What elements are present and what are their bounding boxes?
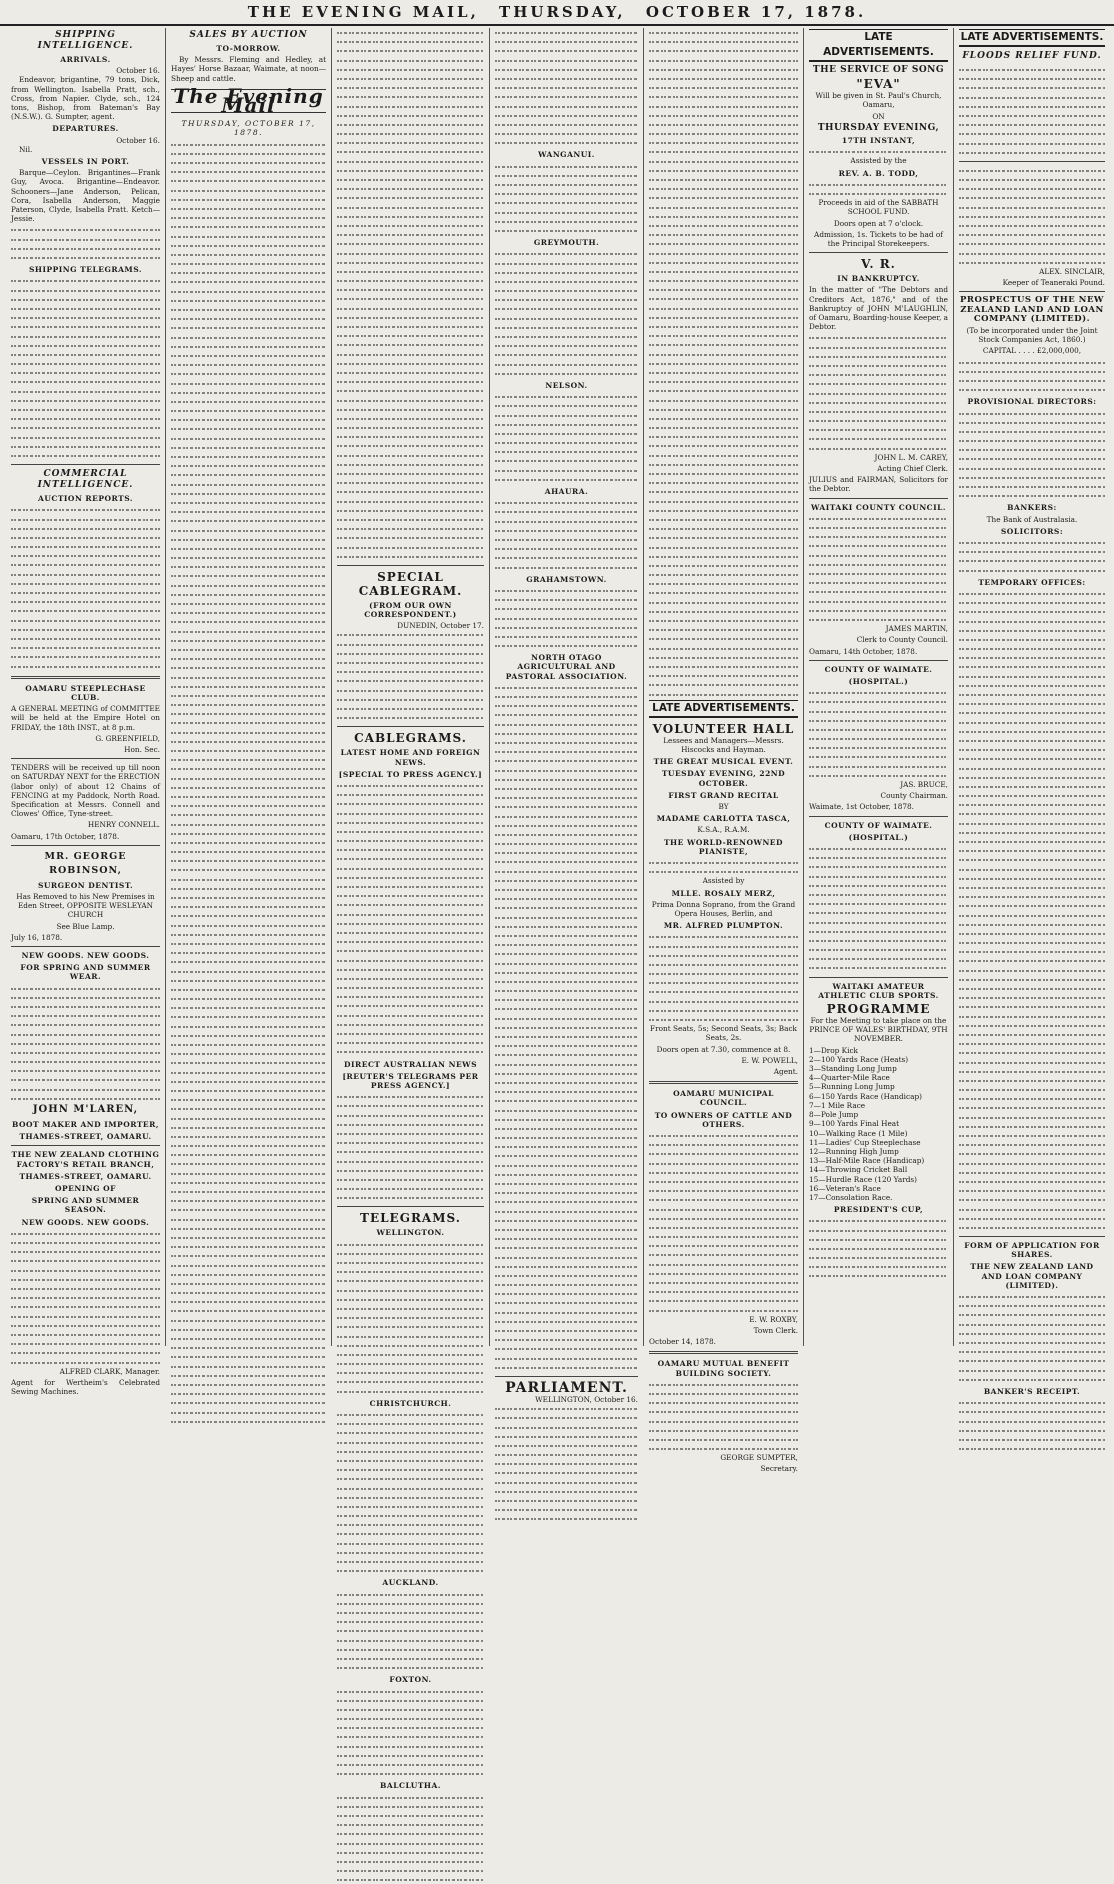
song-date: 17TH INSTANT, [841, 136, 916, 146]
event-item: 16—Veteran's Race [809, 1183, 881, 1193]
solicitors-heading: SOLICITORS: [1000, 526, 1064, 536]
event-item: 13—Half-Mile Race (Handicap) [809, 1156, 925, 1166]
hospital-date: Waimate, 1st October, 1878. [809, 802, 914, 812]
column-4 [490, 28, 644, 1404]
maclaren-name: JOHN M'LAREN, [32, 1104, 139, 1116]
event-item: 8—Pole Jump [809, 1110, 859, 1120]
body-text-lines [337, 28, 484, 561]
departures-heading: DEPARTURES. [52, 124, 119, 134]
vol-doors: Doors open at 7.30, commence at 8. [656, 1044, 791, 1054]
vol-by: BY [718, 801, 729, 811]
sales-text: By Messrs. Fleming and Hedley, at Hayes' Horse Bazaar, Waimate, at noon—Sheep and cattle. [171, 55, 326, 83]
departures-text: Nil. [19, 144, 33, 154]
vol-prima: Prima Donna Soprano, from the Grand Opera Houses, Berlin, and [651, 899, 796, 918]
north-otago-heading: NORTH OTAGO AGRICULTURAL AND PASTORAL ASSOCIATION. [505, 653, 628, 681]
body-text-lines [495, 28, 638, 147]
club-sign-title: Hon. Sec. [124, 744, 160, 754]
nz-clothing-heading: THE NEW ZEALAND CLOTHING FACTORY'S RETAIL BRANCH, [11, 1150, 160, 1169]
sales-heading: SALES BY AUCTION [189, 30, 308, 40]
tenders-date: Oamaru, 17th October, 1878. [11, 831, 120, 841]
body-text-lines [171, 140, 326, 1426]
song-given: Will be given in St. Paul's Church, Oamaru, [815, 91, 942, 110]
wellington-heading: WELLINGTON. [376, 1228, 445, 1238]
vol-madame: MADAME CARLOTTA TASCA, [656, 814, 791, 824]
form-sub: THE NEW ZEALAND LAND AND LOAN COMPANY (LIMITED). [970, 1262, 1094, 1290]
waitaki-sign-title: Clerk to County Council. [856, 635, 948, 645]
hospital-sign-title: County Chairman. [880, 791, 948, 801]
event-item: 6—150 Yards Race (Handicap) [809, 1091, 922, 1101]
bankruptcy-sign: JOHN L. M. CAREY, [874, 452, 948, 462]
song-day: THURSDAY EVENING, [817, 122, 940, 133]
vessels-text: Barque—Ceylon. Brigantines—Frank Guy, Avoca. Brigantine—Endeavor. Schooners—Jane Anderson, Pelican, Cora, Isabella Anderson, Maggie Paterson, Clyde, Isabella Pratt. Ketch—Jessie. [11, 168, 160, 224]
parliament-heading: PARLIAMENT. [505, 1379, 628, 1396]
body-text-lines [11, 984, 160, 1103]
auction-heading: AUCTION REPORTS. [38, 494, 133, 504]
vol-recital: FIRST GRAND RECITAL [668, 790, 779, 800]
body-text-lines [495, 586, 638, 650]
club-sign: G. GREENFIELD, [95, 733, 160, 743]
body-text-lines [809, 333, 948, 452]
body-text-lines [649, 1380, 798, 1454]
hospital-sub: (HOSPITAL.) [848, 676, 909, 686]
ahaura-heading: AHAURA. [544, 487, 589, 497]
body-text-lines [11, 225, 160, 262]
song-rev: REV. A. B. TODD, [838, 168, 919, 178]
departures-date: October 16. [116, 135, 160, 145]
capital: CAPITAL . . . . £2,000,000, [982, 346, 1082, 356]
prospectus-heading: PROSPECTUS OF THE NEW ZEALAND LAND AND LOAN COMPANY (LIMITED). [960, 295, 1104, 324]
vol-assisted: Assisted by [702, 876, 745, 886]
bankers-heading: BANKERS: [1007, 503, 1057, 513]
hospital-sign: JAS. BRUCE, [900, 780, 948, 790]
song-proceeds: Proceeds in aid of the SABBATH SCHOOL FUND. [818, 198, 939, 217]
parliament-place: WELLINGTON, October 16. [535, 1394, 638, 1404]
body-text-lines [649, 28, 798, 699]
foxton-heading: FOXTON. [389, 1675, 432, 1685]
masthead-title: THE EVENING MAIL, [247, 3, 479, 21]
cup-heading: PRESIDENT'S CUP, [833, 1205, 924, 1215]
late-ads-heading: LATE ADVERTISEMENTS. [959, 29, 1105, 47]
bankruptcy-heading: IN BANKRUPTCY. [837, 274, 920, 284]
body-text-lines [337, 630, 484, 722]
sales-sub: TO-MORROW. [216, 44, 281, 53]
directors-heading: PROVISIONAL DIRECTORS: [967, 397, 1097, 407]
vol-concert: THE GREAT MUSICAL EVENT. [653, 757, 794, 767]
council-heading: OAMARU MUNICIPAL COUNCIL. [673, 1089, 774, 1108]
vol-mlle: MLLE. ROSALY MERZ, [671, 888, 776, 898]
goods-sub: FOR SPRING AND SUMMER WEAR. [20, 963, 151, 982]
shipping-telegrams-heading: SHIPPING TELEGRAMS. [29, 265, 142, 275]
event-item: 4—Quarter-Mile Race [809, 1073, 890, 1083]
benefit-sign-title: Secretary. [760, 1464, 798, 1474]
song-assisted: Assisted by the [850, 156, 907, 166]
editorial-dateline: THURSDAY, OCTOBER 17, 1878. [181, 119, 316, 138]
cablegrams-sub2: [SPECIAL TO PRESS AGENCY.] [338, 769, 483, 779]
club-heading: OAMARU STEEPLECHASE CLUB. [25, 683, 146, 702]
newspaper-logo: The Evening Mail [171, 89, 326, 113]
volunteer-hall-heading: VOLUNTEER HALL [652, 721, 795, 736]
maclaren-title: BOOT MAKER AND IMPORTER, [12, 1120, 159, 1130]
body-text-lines [337, 1793, 484, 1884]
event-item: 2—100 Yards Race (Heats) [809, 1054, 909, 1064]
vol-date: TUESDAY EVENING, 22ND OCTOBER. [661, 769, 786, 788]
body-text-lines [337, 781, 484, 1057]
nelson-heading: NELSON. [545, 380, 588, 390]
cablegrams-sub: LATEST HOME AND FOREIGN NEWS. [340, 748, 481, 767]
council-sign-title: Town Clerk. [753, 1325, 798, 1335]
body-text-lines [959, 409, 1105, 501]
body-text-lines [11, 1229, 160, 1367]
body-text-lines [959, 65, 1105, 157]
body-text-lines [809, 1216, 948, 1280]
vessels-heading: VESSELS IN PORT. [41, 157, 130, 167]
body-text-lines [809, 147, 948, 156]
athletic-heading: WAITAKI AMATEUR ATHLETIC CLUB SPORTS. [818, 981, 939, 1000]
body-text-lines [495, 498, 638, 572]
body-text-lines [809, 688, 948, 780]
arrivals-date: October 16. [116, 66, 160, 76]
masthead [0, 0, 1114, 26]
hospital-heading: COUNTY OF WAIMATE. [824, 664, 933, 674]
events-list [809, 1046, 948, 1202]
goods-heading: NEW GOODS. NEW GOODS. [21, 951, 150, 960]
event-item: 12—Running High Jump [809, 1146, 899, 1156]
body-text-lines [959, 1292, 1105, 1384]
telegrams-heading: TELEGRAMS. [360, 1211, 461, 1226]
nz-season: SPRING AND SUMMER SEASON. [31, 1196, 140, 1215]
nz-goods: NEW GOODS. NEW GOODS. [21, 1217, 150, 1227]
body-text-lines [495, 683, 638, 1372]
robinson-name: MR. GEORGE ROBINSON, [44, 850, 127, 876]
bankruptcy-matter: In the matter of "The Debtors and Creditors Act, 1876," and of the Bankruptcy of JOHN M'LAUGHLIN, of Oamaru, Boarding-house Keeper, a Debtor. [809, 285, 949, 332]
body-text-lines [337, 1240, 484, 1396]
body-text-lines [337, 1687, 484, 1779]
prospectus-sub: (To be incorporated under the Joint Stock Companies Act, 1860.) [966, 325, 1098, 345]
masthead-date: OCTOBER 17, 1878. [645, 3, 867, 21]
event-item: 9—100 Yards Final Heat [809, 1119, 900, 1129]
benefit-heading: OAMARU MUTUAL BENEFIT BUILDING SOCIETY. [657, 1359, 790, 1378]
greymouth-heading: GREYMOUTH. [533, 238, 600, 248]
masthead-day: THURSDAY, [499, 3, 626, 21]
hospital2-sub: (HOSPITAL.) [848, 832, 909, 842]
arrivals-heading: ARRIVALS. [60, 55, 111, 64]
programme-meeting: For the Meeting to take place on the PRINCE OF WALES' BIRTHDAY, 9TH NOVEMBER. [809, 1016, 948, 1044]
column-6 [804, 28, 954, 1346]
vol-sign-title: Agent. [773, 1067, 798, 1076]
bankruptcy-sign-title: Acting Chief Clerk. [877, 464, 948, 474]
column-2 [166, 28, 332, 1346]
robinson-date: July 16, 1878. [11, 932, 63, 942]
event-item: 15—Hurdle Race (120 Yards) [809, 1174, 917, 1184]
event-item: 11—Ladies' Cup Steeplechase [809, 1137, 921, 1147]
late-ads-heading: LATE ADVERTISEMENTS. [809, 29, 948, 62]
vol-mr: MR. ALFRED PLUMPTON. [663, 921, 784, 931]
cable-place: DUNEDIN, October 17. [397, 621, 484, 631]
body-text-lines [959, 166, 1105, 267]
christchurch-heading: CHRISTCHURCH. [369, 1398, 452, 1408]
bankers-text: The Bank of Australasia. [986, 514, 1078, 524]
body-text-lines [959, 589, 1105, 1232]
cable-sub: (FROM OUR OWN CORRESPONDENT.) [364, 600, 457, 620]
event-item: 3—Standing Long Jump [809, 1064, 897, 1074]
body-text-lines [337, 1092, 484, 1202]
robinson-title: SURGEON DENTIST. [37, 880, 134, 890]
shipping-heading: SHIPPING INTELLIGENCE. [37, 30, 134, 51]
song-admission: Admission, 1s. Tickets to be had of the Principal Storekeepers. [814, 229, 943, 248]
body-text-lines [495, 1404, 638, 1523]
vol-pianiste: THE WORLD-RENOWNED PIANISTE, [663, 837, 784, 856]
club-ad: A GENERAL MEETING of COMMITTEE will be held at the Empire Hotel on FRIDAY, the 18th INST., at 8 p.m. [11, 704, 160, 732]
body-text-lines [11, 276, 160, 460]
hospital2-heading: COUNTY OF WAIMATE. [824, 820, 933, 830]
body-text-lines [959, 358, 1105, 395]
body-text-lines [649, 858, 798, 876]
body-text-lines [649, 932, 798, 1024]
cablegrams-heading: CABLEGRAMS. [354, 731, 467, 746]
robinson-sub: See Blue Lamp. [56, 921, 115, 931]
council-sign: E. W. ROXBY, [749, 1314, 798, 1324]
programme-heading: PROGRAMME [826, 1002, 931, 1017]
grahamstown-heading: GRAHAMSTOWN. [526, 574, 607, 584]
vol-lessees: Lessees and Managers—Messrs. Hiscocks and Hayman. [663, 735, 784, 754]
body-text-lines [495, 162, 638, 236]
vr-heading: V. R. [861, 257, 896, 272]
nz-opening: OPENING OF [55, 1184, 116, 1194]
impounded-sign: ALEX. SINCLAIR, [1039, 266, 1105, 276]
tenders-sign: HENRY CONNELL. [87, 820, 160, 830]
receipt-heading: BANKER'S RECEIPT. [983, 1386, 1081, 1396]
nz-clothing-address: THAMES-STREET, OAMARU. [19, 1171, 152, 1181]
column-1 [6, 28, 166, 1397]
vol-admission: Front Seats, 5s; Second Seats, 3s; Back Seats, 2s. [650, 1024, 797, 1043]
body-text-lines [337, 1410, 484, 1575]
song-on: ON [872, 111, 885, 121]
waitaki-date: Oamaru, 14th October, 1878. [809, 646, 918, 656]
event-item: 14—Throwing Cricket Ball [809, 1165, 908, 1175]
impounded-sign-title: Keeper of Teaneraki Pound. [1002, 278, 1105, 288]
nz-agent: Agent for Wertheim's Celebrated Sewing Machines. [11, 1377, 160, 1397]
council-sub: TO OWNERS OF CATTLE AND OTHERS. [654, 1110, 793, 1129]
body-text-lines [495, 249, 638, 378]
column-3 [332, 28, 490, 1791]
late-ads-heading: LATE ADVERTISEMENTS. [649, 700, 798, 718]
vol-ksa: K.S.A., R.A.M. [697, 825, 750, 835]
floods-heading: FLOODS RELIEF FUND. [962, 51, 1102, 61]
commercial-heading: COMMERCIAL INTELLIGENCE. [37, 469, 134, 491]
wanganui-heading: WANGANUI. [538, 150, 595, 160]
tenders-ad: TENDERS will be received up till noon on SATURDAY NEXT for the ERECTION (labor only) of about 12 Chains of FENCING at my Paddock, North Road. Specification at Messrs. Connell and Clowes' Office, Tyne-street. [11, 763, 160, 819]
event-item: 10—Walking Race (1 Mile) [809, 1128, 908, 1138]
body-text-lines [959, 538, 1105, 575]
waitaki-heading: WAITAKI COUNTY COUNCIL. [810, 502, 947, 512]
body-text-lines [337, 1590, 484, 1673]
auckland-heading: AUCKLAND. [382, 1578, 439, 1588]
arrivals-text: Endeavor, brigantine, 79 tons, Dick, from Wellington. Isabella Pratt, sch., Cross, from Napier. Clyde, sch., 124 tons, Bishop, from Bateman's Bay (N.S.W.). G. Sumpter, agent. [11, 75, 160, 122]
benefit-sign: GEORGE SUMPTER, [720, 1453, 798, 1463]
column-5 [644, 28, 804, 1474]
nz-sign: ALFRED CLARK, Manager. [59, 1366, 160, 1376]
direct-sub: [REUTER'S TELEGRAMS PER PRESS AGENCY.] [342, 1071, 479, 1090]
newspaper-page [6, 28, 1110, 1791]
body-text-lines [809, 844, 948, 973]
special-cablegram-heading: SPECIAL CABLEGRAM. [358, 569, 463, 598]
balclutha-heading: BALCLUTHA. [380, 1781, 441, 1791]
body-text-lines [11, 505, 160, 670]
form-heading: FORM OF APPLICATION FOR SHARES. [964, 1241, 1100, 1260]
event-item: 1—Drop Kick [809, 1045, 858, 1055]
vol-sign: E. W. POWELL, [741, 1055, 798, 1065]
event-item: 5—Running Long Jump [809, 1082, 895, 1092]
song-heading: THE SERVICE OF SONG [812, 65, 945, 75]
body-text-lines [809, 180, 948, 198]
council-date: October 14, 1878. [649, 1337, 717, 1347]
body-text-lines [959, 1398, 1105, 1453]
maclaren-address: THAMES-STREET, OAMARU. [19, 1132, 152, 1142]
event-item: 17—Consolation Race. [809, 1192, 893, 1202]
body-text-lines [649, 1131, 798, 1315]
event-item: 7—1 Mile Race [809, 1100, 866, 1110]
song-title: "EVA" [856, 77, 901, 92]
song-doors: Doors open at 7 o'clock. [833, 218, 924, 228]
offices-heading: TEMPORARY OFFICES: [978, 577, 1086, 587]
bankruptcy-solicitors: JULIUS and FAIRMAN, Solicitors for the Debtor. [809, 475, 948, 494]
waitaki-sign: JAMES MARTIN, [885, 624, 948, 634]
body-text-lines [809, 514, 948, 624]
robinson-text: Has Removed to his New Premises in Eden Street, OPPOSITE WESLEYAN CHURCH [16, 891, 155, 920]
body-text-lines [495, 392, 638, 484]
column-7 [954, 28, 1110, 1396]
direct-heading: DIRECT AUSTRALIAN NEWS [343, 1059, 477, 1069]
